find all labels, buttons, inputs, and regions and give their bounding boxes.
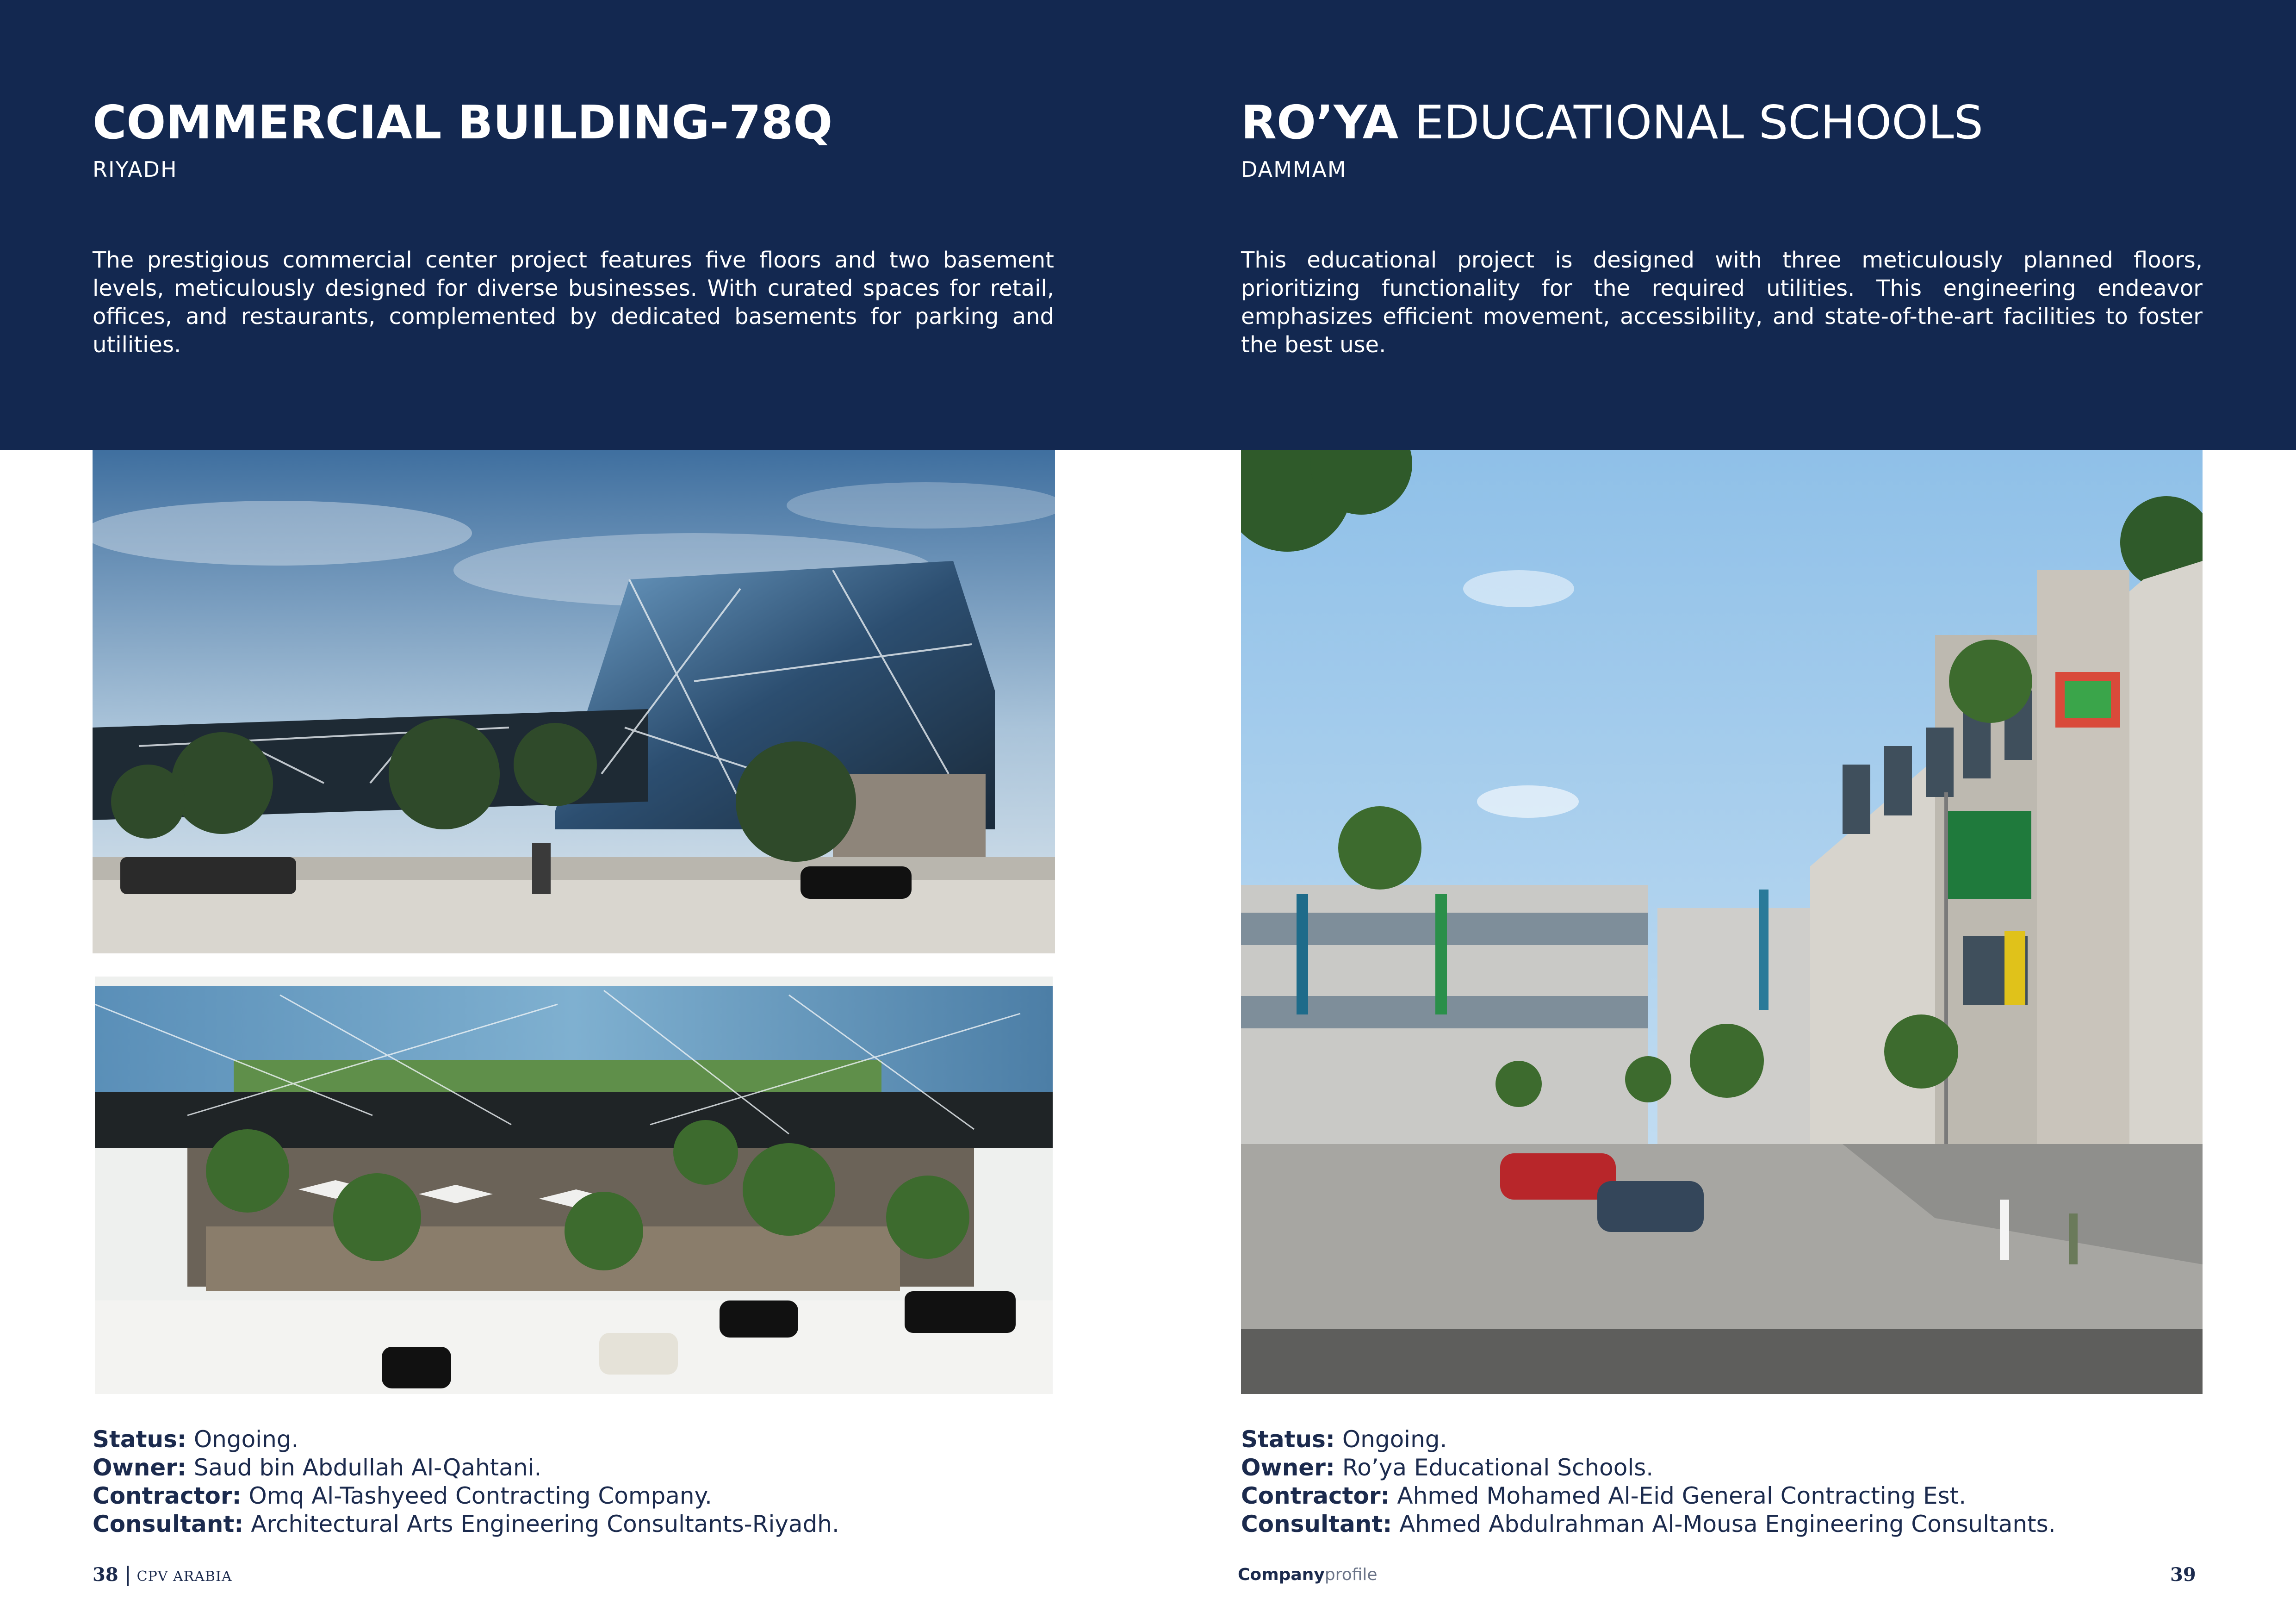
left-project-city: RIYADH	[93, 157, 178, 182]
commercial-building-aerial-photo	[95, 977, 1053, 1394]
right-contractor-label: Contractor:	[1241, 1482, 1390, 1509]
right-project-title-light: EDUCATIONAL SCHOOLS	[1415, 95, 1984, 149]
left-owner-label: Owner:	[93, 1454, 186, 1481]
right-project-title-bold: RO’YA	[1241, 95, 1399, 149]
left-contractor-row	[93, 1482, 1064, 1510]
left-project-facts	[93, 1425, 1064, 1538]
footer-center	[1238, 1564, 1378, 1586]
right-contractor-row	[1241, 1482, 2213, 1510]
right-status-value: Ongoing.	[1342, 1426, 1447, 1453]
left-owner-row	[93, 1454, 1064, 1482]
right-project-facts	[1241, 1425, 2213, 1538]
left-project-title: COMMERCIAL BUILDING-78Q	[93, 95, 833, 149]
footer-left	[93, 1563, 232, 1588]
right-consultant-value: Ahmed Abdulrahman Al-Mousa Engineering Consultants.	[1399, 1511, 2056, 1537]
right-project-title	[1241, 95, 1983, 150]
left-status-value: Ongoing.	[193, 1426, 299, 1453]
right-owner-label: Owner:	[1241, 1454, 1335, 1481]
left-page-number: 38	[93, 1564, 118, 1586]
right-consultant-label: Consultant:	[1241, 1511, 1392, 1537]
right-page-number: 39	[2170, 1564, 2196, 1586]
footer-company-label: Company	[1238, 1565, 1325, 1584]
right-owner-value: Ro’ya Educational Schools.	[1342, 1454, 1654, 1481]
right-contractor-value: Ahmed Mohamed Al-Eid General Contracting Est.	[1397, 1482, 1967, 1509]
commercial-building-exterior-photo	[93, 450, 1055, 953]
right-consultant-row	[1241, 1510, 2213, 1538]
left-consultant-label: Consultant:	[93, 1511, 244, 1537]
footer-profile-label: profile	[1324, 1565, 1378, 1584]
left-status-label: Status:	[93, 1426, 186, 1453]
left-project-description: The prestigious commercial center project features five floors and two basement levels, meticulously designed for diverse businesses. With curated spaces for retail, offices, and restaurants, complemented by dedicated basements for parking and utilities.	[93, 247, 1054, 358]
right-status-row	[1241, 1425, 2213, 1454]
right-project-city: DAMMAM	[1241, 157, 1347, 182]
left-contractor-value: Omq Al-Tashyeed Contracting Company.	[248, 1482, 712, 1509]
footer-brand: CPV ARABIA	[137, 1568, 232, 1585]
left-owner-value: Saud bin Abdullah Al-Qahtani.	[193, 1454, 542, 1481]
right-status-label: Status:	[1241, 1426, 1335, 1453]
right-owner-row	[1241, 1454, 2213, 1482]
left-consultant-row	[93, 1510, 1064, 1538]
footer-divider	[127, 1566, 129, 1586]
left-contractor-label: Contractor:	[93, 1482, 242, 1509]
header-band	[0, 0, 2296, 450]
right-project-description: This educational project is designed with three meticulously planned floors, prioritizing functionality for the required utilities. This engineering endeavor emphasizes efficient movement, accessibility, and state-of-the-art facilities to foster the best use.	[1241, 247, 2203, 358]
school-rendering-photo	[1241, 450, 2203, 1394]
left-status-row	[93, 1425, 1064, 1454]
left-consultant-value: Architectural Arts Engineering Consultants-Riyadh.	[251, 1511, 839, 1537]
